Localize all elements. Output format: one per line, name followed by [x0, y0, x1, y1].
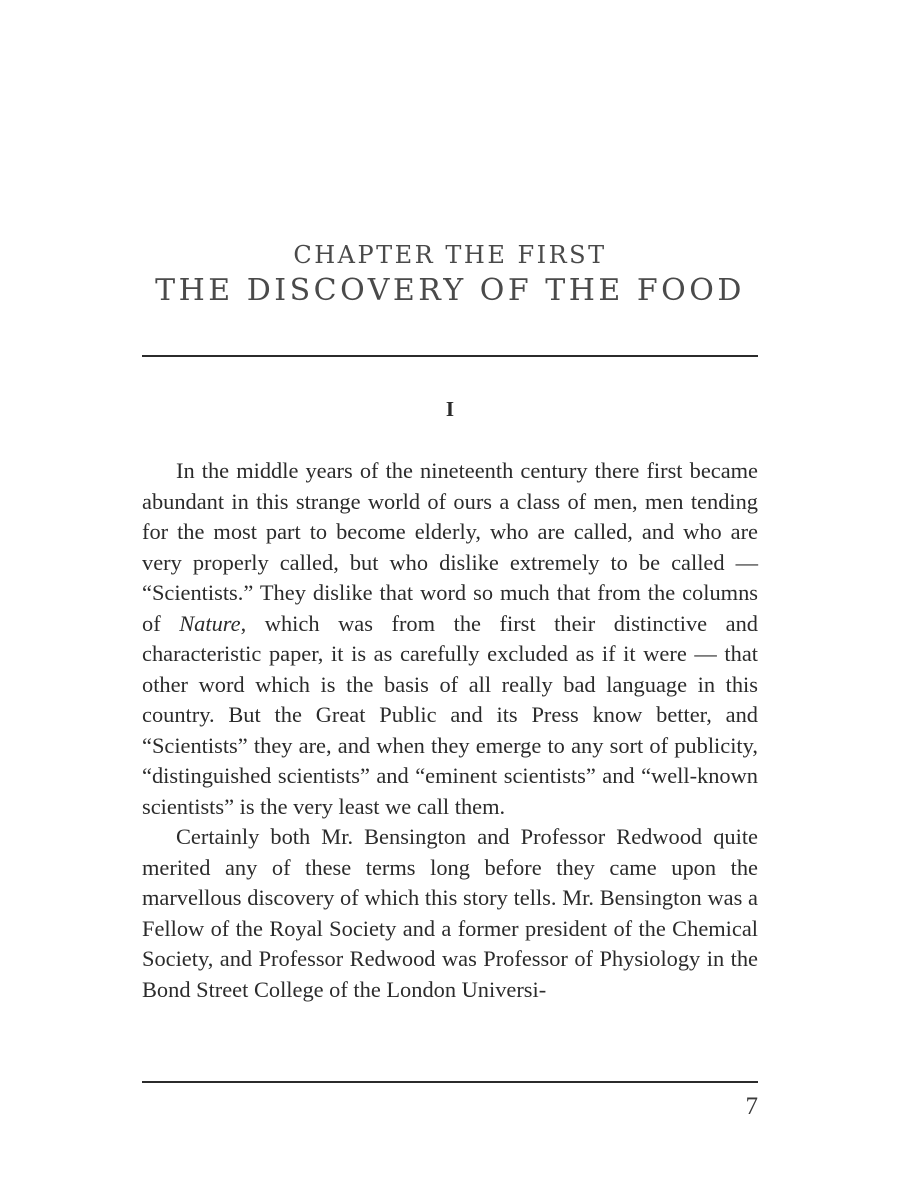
section-numeral: I [445, 397, 455, 421]
paragraph-1-part-2: , which was from the first their distinctive and characteristic paper, it is as carefully excluded as if it were — that other word which is the basis of all really bad language in this country. But the Great Public and its Press know better, and “Scientists” they are, and when they emerge to any sort of publicity, “distinguished scientists” and “eminent scientists” and “well-known scientists” is the very least we call them. [142, 610, 758, 819]
paragraph-1 [142, 456, 758, 822]
chapter-label: CHAPTER THE FIRST [293, 241, 607, 269]
chapter-title: THE DISCOVERY OF THE FOOD [155, 273, 745, 308]
top-divider [142, 355, 758, 357]
journal-title: Nature [179, 610, 241, 636]
bottom-divider [142, 1081, 758, 1083]
body-text [142, 456, 758, 1005]
paragraph-1-part-1: In the middle years of the nineteenth century there first became abundant in this strange world of ours a class of men, men tending for the most part to become elderly, who are called, and who are very properly called, but who dislike extremely to be called — “Scientists.” They dislike that word so much that from the columns of [142, 458, 758, 636]
paragraph-2: Certainly both Mr. Bensington and Professor Redwood quite merited any of these terms long before they came upon the marvellous discovery of which this story tells. Mr. Bensington was a Fellow of the Royal Society and a former president of the Chemical Society, and Professor Redwood was Professor of Physiology in the Bond Street College of the London Universi- [142, 824, 758, 1002]
page-number: 7 [745, 1093, 758, 1120]
